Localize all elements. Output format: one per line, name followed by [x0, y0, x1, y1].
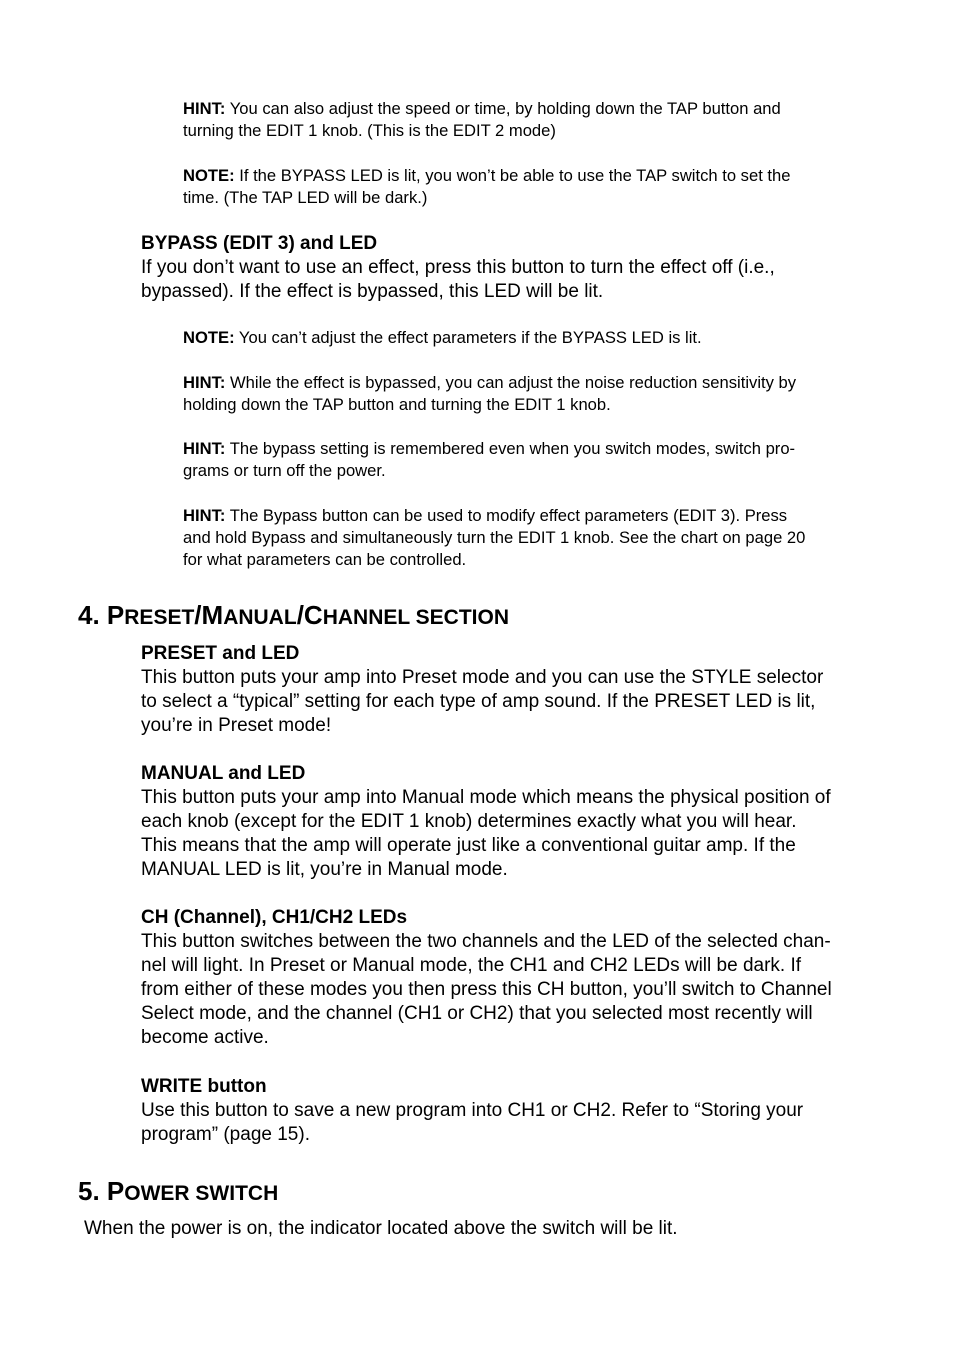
section-5-heading: 5. POWER SWITCH — [78, 1176, 279, 1206]
write-subsection — [141, 1075, 886, 1147]
hint-text-cont: and hold Bypass and simultaneously turn the EDIT 1 knob. See the chart on page 20 — [183, 528, 806, 547]
manual-text-line: MANUAL LED is lit, you’re in Manual mode. — [141, 859, 508, 880]
section-number: 4. — [78, 600, 107, 630]
hint-text: The bypass setting is remembered even when you switch modes, switch pro- — [225, 439, 796, 458]
channel-text-line: Select mode, and the channel (CH1 or CH2) that you selected most recently will — [141, 1003, 813, 1024]
hint-text: You can also adjust the speed or time, by holding down the TAP button and — [225, 99, 781, 118]
manual-subsection — [141, 762, 886, 882]
hint-label: HINT: — [183, 506, 226, 525]
hint-tap-edit2 — [183, 98, 883, 142]
hint-bypass-remembered — [183, 438, 883, 482]
channel-text-line: from either of these modes you then press this CH button, you’ll switch to Channel — [141, 979, 832, 1000]
bypass-subsection — [141, 232, 886, 304]
manual-text-line: each knob (except for the EDIT 1 knob) determines exactly what you will hear. — [141, 811, 797, 832]
manual-text-line: This means that the amp will operate just like a conventional guitar amp. If the — [141, 835, 796, 856]
hint-text: The Bypass button can be used to modify effect parameters (EDIT 3). Press — [225, 506, 788, 525]
write-text-line: Use this button to save a new program into CH1 or CH2. Refer to “Storing your — [141, 1100, 804, 1121]
channel-text-line: become active. — [141, 1027, 269, 1048]
hint-text-cont: for what parameters can be controlled. — [183, 550, 467, 569]
manual-text-line: This button puts your amp into Manual mode which means the physical position of — [141, 787, 831, 808]
hint-text-cont: turning the EDIT 1 knob. (This is the EDIT 2 mode) — [183, 121, 556, 140]
manual-title: MANUAL and LED — [141, 763, 306, 784]
channel-text-line: This button switches between the two channels and the LED of the selected chan- — [141, 931, 831, 952]
channel-subsection — [141, 906, 886, 1050]
preset-text-line: to select a “typical” setting for each type of amp sound. If the PRESET LED is lit, — [141, 691, 816, 712]
note-bypass-params — [183, 327, 883, 349]
note-text: You can’t adjust the effect parameters if the BYPASS LED is lit. — [234, 328, 702, 347]
bypass-title: BYPASS (EDIT 3) and LED — [141, 233, 378, 254]
write-text-line: program” (page 15). — [141, 1124, 310, 1145]
hint-bypass-edit3 — [183, 505, 883, 571]
hint-label: HINT: — [183, 99, 226, 118]
section-4-heading: 4. PRESET/MANUAL/CHANNEL SECTION — [78, 600, 509, 630]
hint-noise-reduction — [183, 372, 883, 416]
bypass-text-line: If you don’t want to use an effect, press this button to turn the effect off (i.e., — [141, 257, 775, 278]
channel-title: CH (Channel), CH1/CH2 LEDs — [141, 907, 408, 928]
note-bypass-tap — [183, 165, 883, 209]
hint-label: HINT: — [183, 373, 226, 392]
preset-title: PRESET and LED — [141, 643, 300, 664]
hint-text-cont: holding down the TAP button and turning the EDIT 1 knob. — [183, 395, 611, 414]
note-label: NOTE: — [183, 166, 235, 185]
bypass-text-line: bypassed). If the effect is bypassed, this LED will be lit. — [141, 281, 604, 302]
hint-label: HINT: — [183, 439, 226, 458]
write-title: WRITE button — [141, 1076, 267, 1097]
preset-text-line: This button puts your amp into Preset mode and you can use the STYLE selector — [141, 667, 824, 688]
note-text: If the BYPASS LED is lit, you won’t be able to use the TAP switch to set the — [234, 166, 791, 185]
preset-subsection — [141, 642, 886, 738]
channel-text-line: nel will light. In Preset or Manual mode, the CH1 and CH2 LEDs will be dark. If — [141, 955, 802, 976]
hint-text: While the effect is bypassed, you can adjust the noise reduction sensitivity by — [225, 373, 797, 392]
hint-text-cont: grams or turn off the power. — [183, 461, 386, 480]
power-text: When the power is on, the indicator located above the switch will be lit. — [84, 1218, 678, 1239]
note-label: NOTE: — [183, 328, 235, 347]
preset-text-line: you’re in Preset mode! — [141, 715, 332, 736]
note-text-cont: time. (The TAP LED will be dark.) — [183, 188, 428, 207]
section-number: 5. — [78, 1176, 107, 1206]
